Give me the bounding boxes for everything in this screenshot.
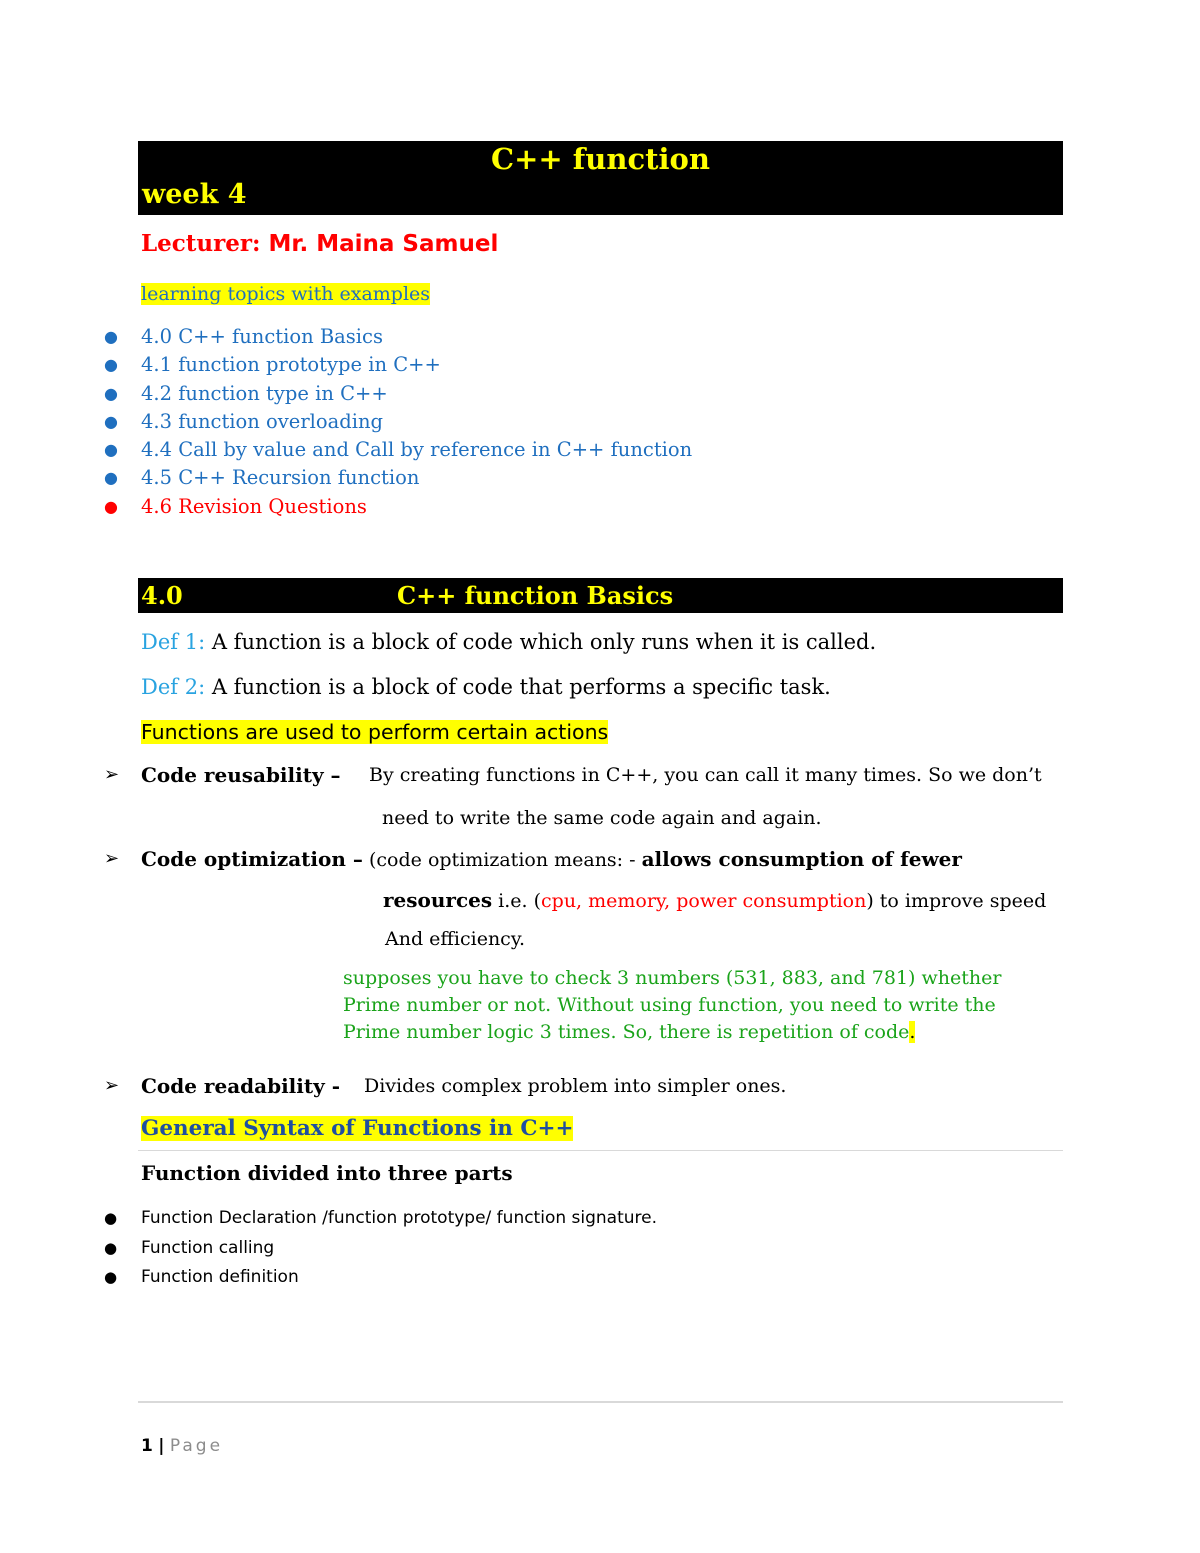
bullet-icon: ● xyxy=(104,411,118,431)
definition-1 xyxy=(141,627,876,657)
arrow-bullet-icon: ➢ xyxy=(104,848,120,869)
syntax-heading-text: General Syntax of Functions in C++ xyxy=(141,1116,574,1141)
optimization-text-line2: resources i.e. (cpu, memory, power consumption) to improve speed xyxy=(383,888,1047,912)
syntax-heading xyxy=(141,1114,573,1144)
arrow-bullet-icon: ➢ xyxy=(104,764,120,785)
parts-list xyxy=(104,1205,657,1294)
footer-separator: | xyxy=(158,1436,165,1456)
arrow-bullet-icon: ➢ xyxy=(104,1075,120,1096)
reusability-text-line2: need to write the same code again and again. xyxy=(382,807,822,829)
bullet-icon: ● xyxy=(104,1268,118,1286)
usage-heading xyxy=(141,717,608,747)
lecturer-name: Mr. Maina Samuel xyxy=(268,231,499,257)
page-label: Page xyxy=(169,1436,224,1456)
document-title: C++ function xyxy=(491,142,710,176)
optimization-text-line1: (code optimization means: - allows consumption of fewer xyxy=(369,847,962,871)
definition-label: Def 2: xyxy=(141,675,206,699)
section-number: 4.0 xyxy=(141,581,183,610)
topics-heading xyxy=(141,280,430,308)
optimization-text-line3: And efficiency. xyxy=(385,928,526,950)
heading-divider xyxy=(138,1150,1063,1151)
list-item: ● Function calling xyxy=(104,1235,657,1265)
readability-text: Divides complex problem into simpler ones. xyxy=(364,1075,787,1097)
reusability-label: Code reusability – xyxy=(141,763,341,787)
example-paragraph: supposes you have to check 3 numbers (531, 883, and 781) whether Prime number or not. Without using function, you need to write the Prime number logic 3 times. So, there is repetition of code. xyxy=(343,967,1002,1043)
topics-heading-text: learning topics with examples xyxy=(141,283,431,305)
parts-subheading: Function divided into three parts xyxy=(141,1161,513,1185)
topics-list xyxy=(104,323,692,521)
topic-item: ● 4.6 Revision Questions xyxy=(104,493,692,521)
usage-heading-text: Functions are used to perform certain actions xyxy=(141,720,609,744)
bullet-icon: ● xyxy=(104,383,118,403)
readability-label: Code readability - xyxy=(141,1074,340,1098)
definition-label: Def 1: xyxy=(141,630,206,654)
list-item: ● Function Declaration /function prototype/ function signature. xyxy=(104,1205,657,1235)
reusability-text-line1: By creating functions in C++, you can call it many times. So we don’t xyxy=(369,764,1042,786)
bullet-icon: ● xyxy=(104,355,118,375)
section-header-bar xyxy=(138,578,1063,613)
bullet-icon: ● xyxy=(104,1209,118,1227)
topic-item: ● 4.3 function overloading xyxy=(104,408,692,436)
optimization-label: Code optimization – xyxy=(141,847,363,871)
bullet-icon: ● xyxy=(104,440,118,460)
section-title: C++ function Basics xyxy=(397,581,674,610)
lecturer-line xyxy=(141,230,498,257)
definition-text: A function is a block of code that performs a specific task. xyxy=(211,675,831,699)
week-label: week 4 xyxy=(142,179,247,210)
bullet-icon: ● xyxy=(104,1238,118,1257)
bullet-icon: ● xyxy=(104,496,118,516)
topic-item: ● 4.1 function prototype in C++ xyxy=(104,351,692,379)
definition-2 xyxy=(141,672,831,702)
page-footer xyxy=(141,1433,223,1459)
topic-item: ● 4.0 C++ function Basics xyxy=(104,323,692,351)
bullet-icon: ● xyxy=(104,327,118,346)
definition-text: A function is a block of code which only runs when it is called. xyxy=(211,630,877,654)
topic-item: ● 4.2 function type in C++ xyxy=(104,380,692,408)
lecturer-label: Lecturer: xyxy=(141,230,261,257)
title-bar xyxy=(138,141,1063,215)
topic-item: ● 4.5 C++ Recursion function xyxy=(104,464,692,492)
bullet-icon: ● xyxy=(104,468,118,488)
page-number: 1 xyxy=(141,1436,153,1456)
footer-divider xyxy=(138,1401,1063,1403)
topic-item: ● 4.4 Call by value and Call by reference in C++ function xyxy=(104,436,692,464)
list-item: ● Function definition xyxy=(104,1264,657,1294)
